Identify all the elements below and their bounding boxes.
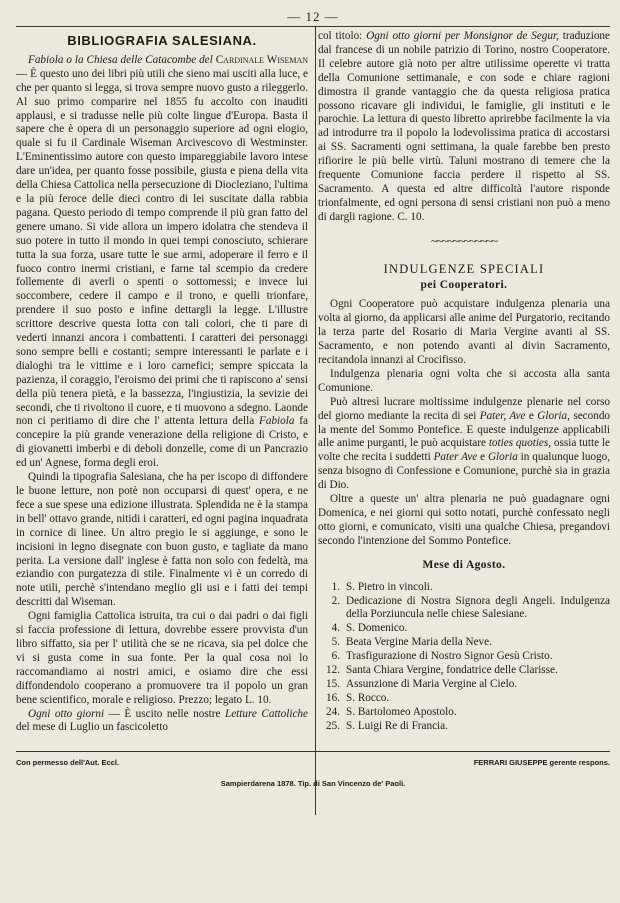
feast-item xyxy=(318,706,610,720)
ogni-otto-title: Ogni otto giorni xyxy=(28,707,105,720)
feast-day: 5. xyxy=(331,636,340,649)
fabiola-review xyxy=(16,54,308,471)
feast-item xyxy=(318,678,610,692)
fabiola-review-end: fa concepire la più grande venerazione della religione di Cristo, e di giovanetti imberbi e di deboli donzelle, come di un Pancrazio ed un' Agnese, forma degli eroi. xyxy=(16,415,308,470)
ogni-otto-continuation xyxy=(318,30,610,225)
toties-quoties: toties quoties, xyxy=(488,437,552,450)
indulgence-3-text-d: in qualunque luogo, senza bisogno di Confessione e Comunione, purchè sia in grazia di Dio. xyxy=(318,451,610,492)
feast-item xyxy=(318,650,610,664)
feast-name: S. Bartolomeo Apostolo. xyxy=(346,705,457,718)
feast-day: 16. xyxy=(326,691,340,704)
feast-day: 1. xyxy=(331,580,340,593)
indulgence-3-text-c: ossia tutte le volte che recita i suddetti xyxy=(318,437,611,464)
ornament-divider: ~~~~~~~~~~~~ xyxy=(431,233,497,248)
feast-day: 25. xyxy=(326,719,340,732)
indulgence-paragraph-3 xyxy=(318,396,610,493)
footer-rule xyxy=(16,751,610,752)
feast-name: Santa Chiara Vergine, fondatrice delle Clarisse. xyxy=(346,664,558,677)
fabiola-review-text: — È questo uno dei libri più utili che sieno mai usciti alla luce, e che per quanto si legga, si trova sempre nuovo gusto a rileggerlo. Al suo primo comparire nel 1855 fu accolto con inauditi applausi, e si tradusse nelle più colte lingue d'Europa. Basta il sapere che è opera di un personaggio superiore ad ogni elogio, quale si fu il Cardinale Wiseman Arcivescovo di Westminster. L'Eminentissimo autore con questo impareggiabile lavoro intese dare un'idea, per quanto fosse possibile, giusta e piena della vita della Chiesa Cattolica nella persecuzione di Diocleziano, l'ultima e la più feroce delle dieci contro di lei suscitate dalla rabbia pagana. Questo periodo di tempo comprende il più gran fatto del genere umano. Si vide allora un impero idolatra che stendeva il suo potere in tutto il mondo in quei tempi conosciuto, schierare tutta la sua forza, usare tutte le sue armi, adoperare il ferro e il fuoco contro inermi cristiani, e farne tal scempio da credere follemente di averli o spenti o sottomessi; e invece lui soccombere, cedere il campo e il trono, e quelli trionfare, prendere il suo posto e infine dettargli la legge. L'illustre scrittore descrive questa lotta con tali colori, che ti pare di vederti innanzi ancora i combattenti. I caratteri dei personaggi sono sempre belli e costanti; sempre interessanti le parlate e i dialoghi tra le vittime e i loro carnefici; sempre spiccata la pazienza, il coraggio, l'eroismo dei primi che ti rapiscono a' sensi della più tenera pietà, e la bassezza, l'ingiustizia, la sevizie dei secondi, che ti rivoltono il cuore, e ti muovono a sdegno. Laonde non ci peritiamo di dire che l' attenta lettura della xyxy=(16,67,308,428)
right-column xyxy=(318,30,610,735)
footer-manager: FERRARI GIUSEPPE gerente respons. xyxy=(473,758,610,768)
feast-item xyxy=(318,636,610,650)
feast-day: 4. xyxy=(331,622,340,635)
indulgences-heading: INDULGENZE SPECIALI xyxy=(383,261,545,276)
indulgence-paragraph-2: Indulgenza plenaria ogni volta che si accosta alla santa Comunione. xyxy=(318,367,610,394)
footer-permission: Con permesso dell'Aut. Eccl. xyxy=(16,758,120,768)
indulgence-3-text-b: secondo la mente del Sommo Pontefice. E queste indulgenze applicabili alle anime purganti, le può acquistare xyxy=(318,409,611,450)
feast-item xyxy=(318,692,610,706)
feast-day: 12. xyxy=(326,664,340,677)
ogni-otto-text: — È uscito nelle nostre xyxy=(104,707,225,720)
column-divider xyxy=(315,27,316,815)
feast-day: 6. xyxy=(331,650,340,663)
indulgences-subheading: pei Cooperatori. xyxy=(420,278,508,291)
prayer-names-2: Pater Ave xyxy=(433,451,478,464)
left-column xyxy=(16,30,308,735)
continuation-lead: col titolo: xyxy=(318,30,367,42)
indulgence-paragraph-1: Ogni Cooperatore può acquistare indulgenza plenaria una volta al giorno, da applicarsi alle anime del Purgatorio, recitando la terza parte del Rosario di Maria Vergine avanti al SS. Sacramento, e non potendo avanti al divin Sacramento, recitandola innanzi al Crocifisso. xyxy=(318,298,610,367)
feast-item xyxy=(318,720,610,734)
ogni-otto-text-end: del mese di Luglio un fascicoletto xyxy=(16,721,168,734)
continuation-text: traduzione dal francese di un nobile patrizio di Torino, nostro Cooperatore. Il celebre autore già noto per altre utilissime operette vi tratta della Comunione settimanale, e con sode e chiare ragioni dimostra il grande vantaggio che da questa religiosa pratica possono ricavare gli individui, le famiglie, gli instituti e le parochie. La lettura di questo libretto aprirebbe facilmente la via ad introdurre tra il popolo la lodevolissima pratica di accostarsi ai SS. Sacramenti ogni settimana, la quale farebbe ben presto rifiorire le più belle virtù. Taluni mostrano di temere che la frequente Comunione faccia perdere il rispetto al SS. Sacramento. A questa ed altre difficoltà l'autore risponde trionfalmente, ed ogni persona di sensi cristiani non può a meno di dargli ragione. C. 10. xyxy=(318,30,610,223)
footer xyxy=(16,758,610,767)
month-heading: Mese di Agosto. xyxy=(422,558,506,571)
feast-name: Assunzione di Maria Vergine al Cielo. xyxy=(346,677,518,690)
feast-name: S. Pietro in vincoli. xyxy=(346,580,433,593)
printer-line: Sampierdarena 1878. Tip. di San Vincenzo de' Paoli. xyxy=(220,779,406,789)
feast-day: 15. xyxy=(326,677,340,690)
feast-item xyxy=(318,581,610,595)
prayer-gloria: Gloria, xyxy=(537,409,570,422)
prayer-gloria-2: Gloria xyxy=(487,451,518,464)
section-heading: BIBLIOGRAFIA SALESIANA. xyxy=(67,33,257,48)
conj-2: e xyxy=(477,451,488,464)
indulgence-3-text-a: Può altresì lucrare moltissime indulgenze plenarie nel corso del giorno mediante la recita di sei xyxy=(318,395,610,422)
author-name: Cardinale Wiseman xyxy=(215,53,309,66)
fabiola-title: Fabiola o la Chiesa delle Catacombe del xyxy=(28,53,213,66)
feast-item xyxy=(318,664,610,678)
recommendation-paragraph: Ogni famiglia Cattolica istruita, tra cui o dai padri o dai figli si faccia professione di lettura, dovrebbe essere provvista d'un libro siffatto, sia per l' utilità che se ne ricava, sia pel dolce che vi si gusta come in sua fonte. Per la qual cosa noi lo raccomandiamo ai nostri amici, e osiamo dire che essi diffondendolo cooperano a promuovere tra il popolo un gran bene scientifico, morale e religioso. Prezzo; legato L. 10. xyxy=(16,610,308,706)
feast-day: 24. xyxy=(326,705,340,718)
feast-day: 2. xyxy=(331,594,340,607)
feast-name: S. Domenico. xyxy=(346,622,408,635)
conj: e xyxy=(525,409,538,422)
feast-name: Dedicazione di Nostra Signora degli Angeli. Indulgenza della Porziuncula nelle chiese Salesiane. xyxy=(346,594,610,621)
indulgence-paragraph-4: Oltre a queste un' altra plenaria ne può guadagnare ogni Domenica, e nei giorni qui sotto notati, purchè confessato negli otto giorni, e comunicato, visiti una qualche Chiesa, pregandovi secondo l'intenzione del Sommo Pontefice. xyxy=(318,493,610,547)
ogni-otto-giorni-review xyxy=(16,708,308,736)
feast-list xyxy=(318,581,610,734)
feast-name: Beata Vergine Maria della Neve. xyxy=(346,636,492,649)
feast-item xyxy=(318,595,610,623)
fabiola-inline-title: Fabiola xyxy=(259,415,295,428)
page-number: — 12 — xyxy=(287,9,339,24)
feast-item xyxy=(318,622,610,636)
segur-title: Ogni otto giorni per Monsignor de Segur, xyxy=(366,30,559,42)
two-column-body xyxy=(16,26,610,735)
prayer-names: Pater, Ave xyxy=(479,409,526,422)
feast-name: S. Rocco. xyxy=(346,691,390,704)
edition-paragraph: Quindi la tipografia Salesiana, che ha per iscopo di diffondere le buone letture, non potè non occuparsi di quest' opera, e ne fece a sue spese una edizione illustrata. Splendida ne è la stampa in bell' ottavo grande, nitidi i caratteri, ed ogni pagina inquadrata in cornice di linee. Un altro pregio le si aggiunge, e sono le incisioni in legno disegnate con buon gusto, e tagliate da mano perita. La versione dall' inglese è fatta non solo con fedeltà, ma eziandio con purgatezza di stile. Finalmente vi è un corredo di note utili, perchè s'intendano meglio gli usi e i fatti dei tempi descritti dal Wiseman. xyxy=(16,471,308,609)
series-title: Letture Cattoliche xyxy=(224,707,308,720)
feast-name: Trasfigurazione di Nostro Signor Gesù Cristo. xyxy=(346,650,553,663)
feast-name: S. Luigi Re di Francia. xyxy=(346,719,448,732)
